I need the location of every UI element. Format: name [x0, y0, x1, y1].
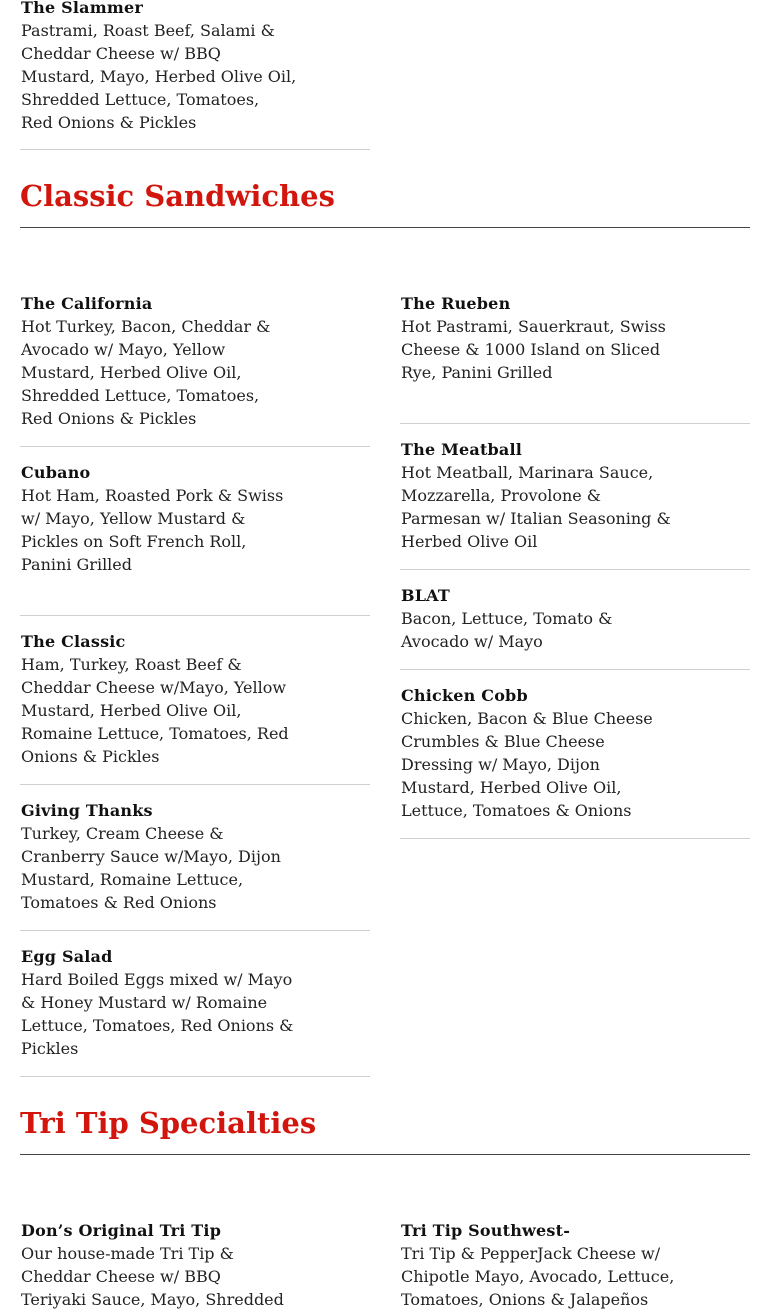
item-description: Hot Pastrami, Sauerkraut, Swiss Cheese & 1000 Island on Sliced Rye, Panini Grilled: [401, 317, 666, 382]
item-divider: [20, 446, 370, 447]
section-title-tri-tip-specialties: Tri Tip Specialties: [20, 1106, 317, 1140]
item-name: Cubano: [21, 463, 91, 482]
item-divider: [400, 423, 750, 424]
item-name: The Classic: [21, 632, 126, 651]
item-name: BLAT: [401, 586, 451, 605]
menu-item-cubano: [21, 461, 321, 576]
item-divider: [20, 930, 370, 931]
menu-item-the-rueben: [401, 292, 701, 384]
item-description: Tri Tip & PepperJack Cheese w/ Chipotle Mayo, Avocado, Lettuce, Tomatoes, Onions & Jalapeños: [401, 1244, 675, 1309]
section-divider: [20, 1154, 750, 1155]
item-description: Turkey, Cream Cheese & Cranberry Sauce w/Mayo, Dijon Mustard, Romaine Lettuce, Tomatoes & Red Onions: [21, 824, 281, 912]
menu-item-the-california: [21, 292, 321, 430]
item-divider: [20, 615, 370, 616]
menu-item-the-slammer: [21, 0, 321, 134]
item-divider: [400, 838, 750, 839]
menu-item-dons-original-tri-tip: [21, 1219, 321, 1311]
item-description: Hot Meatball, Marinara Sauce, Mozzarella, Provolone & Parmesan w/ Italian Seasoning & Herbed Olive Oil: [401, 463, 671, 551]
item-name: Tri Tip Southwest-: [401, 1221, 571, 1240]
item-divider: [20, 784, 370, 785]
menu-item-blat: [401, 584, 701, 653]
item-description: Hard Boiled Eggs mixed w/ Mayo & Honey Mustard w/ Romaine Lettuce, Tomatoes, Red Onions & Pickles: [21, 970, 294, 1058]
item-name: Giving Thanks: [21, 801, 153, 820]
item-divider: [400, 669, 750, 670]
item-description: Hot Turkey, Bacon, Cheddar & Avocado w/ Mayo, Yellow Mustard, Herbed Olive Oil, Shredded Lettuce, Tomatoes, Red Onions & Pickles: [21, 317, 271, 428]
menu-item-the-meatball: [401, 438, 701, 553]
item-description: Bacon, Lettuce, Tomato & Avocado w/ Mayo: [401, 609, 613, 651]
item-divider: [400, 569, 750, 570]
item-name: Chicken Cobb: [401, 686, 528, 705]
item-name: The Slammer: [21, 0, 143, 17]
menu-item-chicken-cobb: [401, 684, 701, 822]
section-divider: [20, 227, 750, 228]
item-name: The Rueben: [401, 294, 511, 313]
item-name: The California: [21, 294, 153, 313]
item-description: Pastrami, Roast Beef, Salami & Cheddar Cheese w/ BBQ Mustard, Mayo, Herbed Olive Oil, Shredded Lettuce, Tomatoes, Red Onions & Pickles: [21, 21, 297, 132]
menu-item-egg-salad: [21, 945, 321, 1060]
item-name: The Meatball: [401, 440, 523, 459]
item-description: Our house-made Tri Tip & Cheddar Cheese w/ BBQ Teriyaki Sauce, Mayo, Shredded: [21, 1244, 284, 1309]
item-divider: [20, 1076, 370, 1077]
menu-item-the-classic: [21, 630, 321, 768]
section-title-classic-sandwiches: Classic Sandwiches: [20, 179, 335, 213]
item-description: Hot Ham, Roasted Pork & Swiss w/ Mayo, Yellow Mustard & Pickles on Soft French Roll, Panini Grilled: [21, 486, 284, 574]
item-description: Ham, Turkey, Roast Beef & Cheddar Cheese w/Mayo, Yellow Mustard, Herbed Olive Oil, Romaine Lettuce, Tomatoes, Red Onions & Pickles: [21, 655, 289, 766]
item-name: Egg Salad: [21, 947, 113, 966]
item-description: Chicken, Bacon & Blue Cheese Crumbles & Blue Cheese Dressing w/ Mayo, Dijon Mustard, Herbed Olive Oil, Lettuce, Tomatoes & Onions: [401, 709, 653, 820]
menu-item-tri-tip-southwest: [401, 1219, 701, 1311]
menu-item-giving-thanks: [21, 799, 321, 914]
item-name: Don’s Original Tri Tip: [21, 1221, 222, 1240]
item-divider: [20, 149, 370, 150]
